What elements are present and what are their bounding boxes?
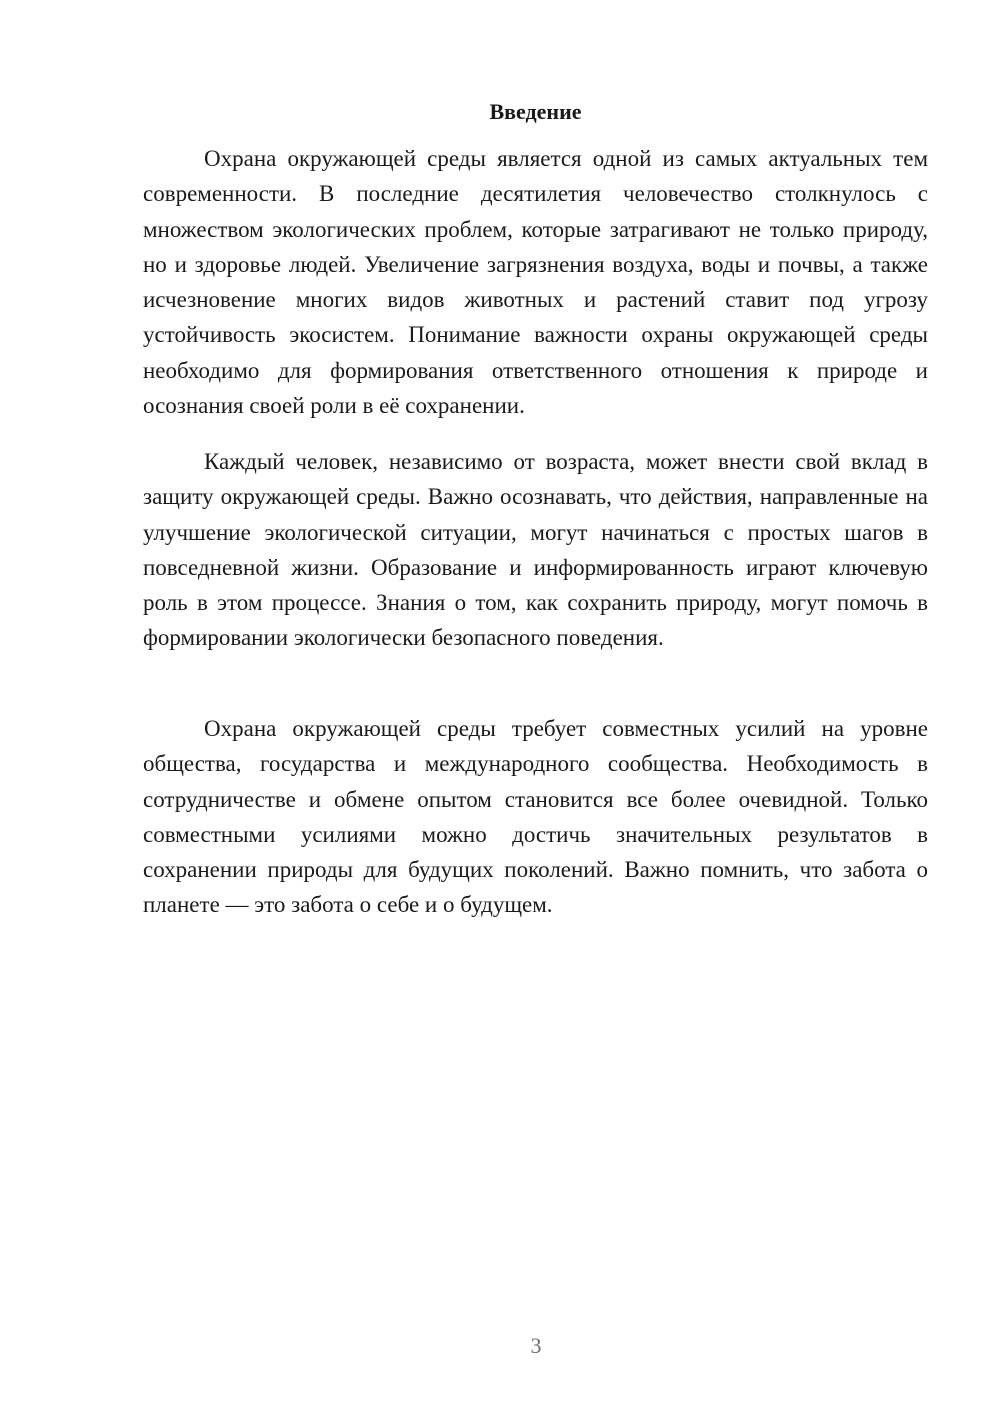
- paragraph-3: Охрана окружающей среды требует совместных усилий на уровне общества, государства и международного сообщества. Необходимость в сотрудничестве и обмене опытом становится все более очевидной. Только совместными усилиями можно достичь значительных результатов в сохранении природы для будущих поколений. Важно помнить, что забота о планете — это забота о себе и о будущем.: [143, 716, 928, 918]
- paragraph-2: Каждый человек, независимо от возраста, может внести свой вклад в защиту окружающей среды. Важно осознавать, что действия, направленные на улучшение экологической ситуации, могут начинаться с простых шагов в повседневной жизни. Образование и информированность играют ключевую роль в этом процессе. Знания о том, как сохранить природу, могут помочь в формировании экологически безопасного поведения.: [143, 449, 928, 651]
- paragraph-1: Охрана окружающей среды является одной из самых актуальных тем современности. В последние десятилетия человечество столкнулось с множеством экологических проблем, которые затрагивают не только природу, но и здоровье людей. Увеличение загрязнения воздуха, воды и почвы, а также исчезновение многих видов животных и растений ставит под угрозу устойчивость экосистем. Понимание важности охраны окружающей среды необходимо для формирования ответственного отношения к природе и осознания своей роли в её сохранении.: [143, 146, 928, 419]
- page-number: 3: [530, 1333, 542, 1358]
- section-title: Введение: [489, 99, 582, 124]
